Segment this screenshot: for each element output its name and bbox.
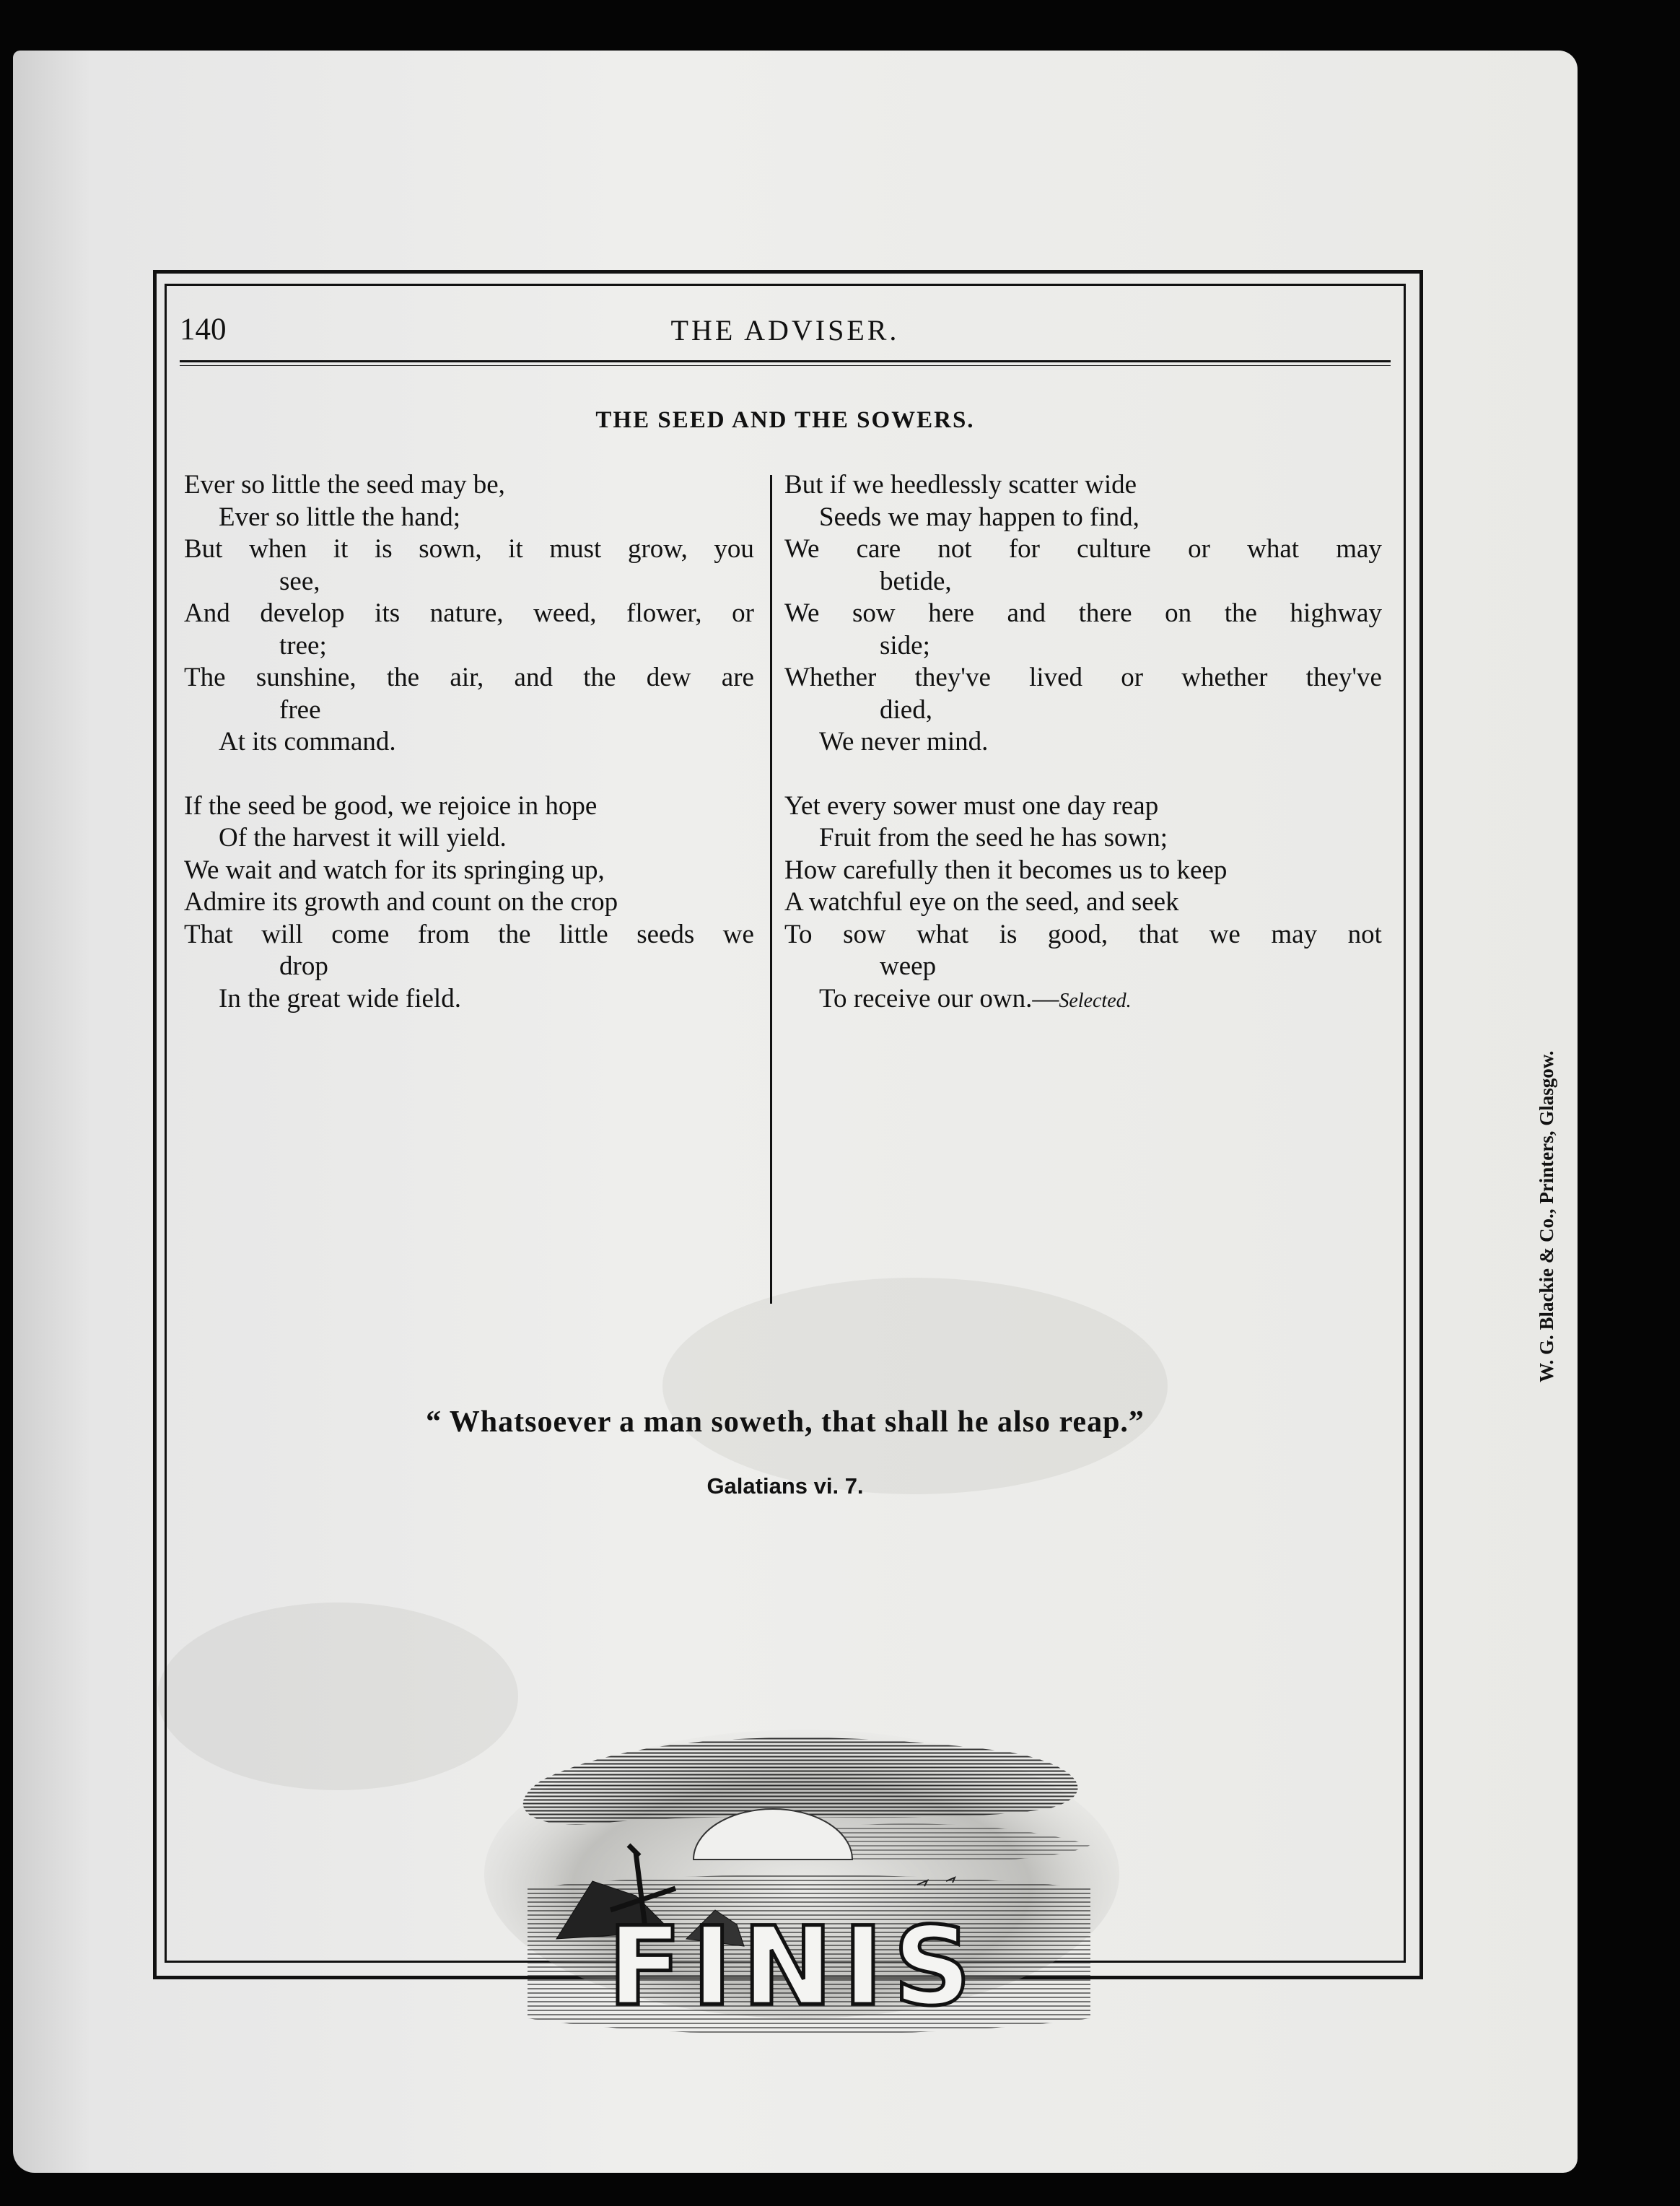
journal-title: THE ADVISER.	[670, 314, 900, 346]
finis-vignette	[455, 1701, 1148, 2047]
poem-stanza	[784, 469, 1382, 759]
poem-line	[184, 726, 754, 759]
poem-line-text: We wait and watch for its springing up,	[184, 855, 605, 885]
poem-line-text: died,	[880, 694, 932, 725]
poem-line-text: But if we heedlessly scatter wide	[784, 470, 1137, 500]
poem-line-text: Yet every sower must one day reap	[784, 790, 1159, 821]
poem-line-text: Fruit from the seed he has sown;	[819, 823, 1168, 853]
poem-line	[784, 694, 1382, 727]
column-divider	[770, 475, 772, 1304]
poem-line: We sow here and there on the highway	[784, 598, 1382, 628]
poem-line-text: If the seed be good, we rejoice in hope	[184, 790, 598, 821]
poem-column-left	[184, 469, 754, 1047]
poem-line	[184, 983, 754, 1016]
poem-line	[184, 630, 754, 663]
poem-line	[784, 502, 1382, 534]
poem-line	[184, 951, 754, 983]
poem-line-text: A watchful eye on the seed, and seek	[784, 887, 1179, 917]
poem-line	[784, 855, 1382, 887]
poem-line	[784, 726, 1382, 759]
finis-lettering: FINIS	[608, 1904, 981, 2030]
poem-line-text: Of the harvest it will yield.	[219, 823, 507, 853]
poem-line-text: side;	[880, 630, 930, 661]
header-rule	[180, 360, 1391, 366]
poem-line	[784, 630, 1382, 663]
poem-line	[784, 566, 1382, 598]
poem-line-text: We never mind.	[819, 727, 989, 757]
poem-title: THE SEED AND THE SOWERS.	[595, 407, 975, 433]
running-head	[167, 312, 1404, 362]
poem-line-text: free	[279, 694, 321, 725]
poem-line	[184, 566, 754, 598]
poem-line-text: Admire its growth and count on the crop	[184, 887, 618, 917]
poem-line: Whether they've lived or whether they've	[784, 663, 1382, 692]
page-border	[165, 284, 1406, 2030]
poem-line-text: tree;	[279, 630, 327, 661]
poem-line-text: To receive our own.—	[819, 983, 1059, 1013]
poem-line	[184, 469, 754, 502]
scripture-motto: “ Whatsoever a man soweth, that shall he also reap.”	[426, 1405, 1145, 1439]
poem-line	[184, 822, 754, 855]
poem-line-text: In the great wide field.	[219, 983, 461, 1013]
poem-line-text: see,	[279, 566, 320, 596]
poem-line-text: betide,	[880, 566, 952, 596]
poem-line-text: Seeds we may happen to find,	[819, 502, 1139, 532]
poem-line	[784, 951, 1382, 983]
poem-line	[784, 983, 1382, 1018]
poem-column-right	[784, 469, 1382, 1049]
poem-line	[784, 886, 1382, 919]
poem-line	[784, 822, 1382, 855]
poem-line	[784, 469, 1382, 502]
poem-stanza	[184, 469, 754, 759]
poem-line-text: How carefully then it becomes us to keep	[784, 855, 1228, 885]
poem-line: And develop its nature, weed, flower, or	[184, 598, 754, 628]
poem-line: We care not for culture or what may	[784, 534, 1382, 564]
poem-line	[184, 502, 754, 534]
poem-line	[184, 790, 754, 823]
poem-line: That will come from the little seeds we	[184, 919, 754, 949]
poem-line: The sunshine, the air, and the dew are	[184, 663, 754, 692]
poem-line-text: At its command.	[219, 727, 396, 757]
poem-stanza	[784, 790, 1382, 1018]
poem-line	[784, 790, 1382, 823]
scripture-citation: Galatians vi. 7.	[706, 1473, 864, 1499]
poem-line-text: weep	[880, 951, 937, 981]
poem-line	[184, 886, 754, 919]
poem-line	[184, 855, 754, 887]
poem-stanza	[184, 790, 754, 1016]
poem-line-text: Ever so little the seed may be,	[184, 470, 505, 500]
poem-line-text: drop	[279, 951, 328, 981]
poem-line-text: Ever so little the hand;	[219, 502, 460, 532]
poem-line: But when it is sown, it must grow, you	[184, 534, 754, 564]
poem-line	[184, 694, 754, 727]
poem-line: To sow what is good, that we may not	[784, 919, 1382, 949]
poem-credit: Selected.	[1059, 989, 1132, 1012]
page-number: 140	[180, 313, 227, 346]
